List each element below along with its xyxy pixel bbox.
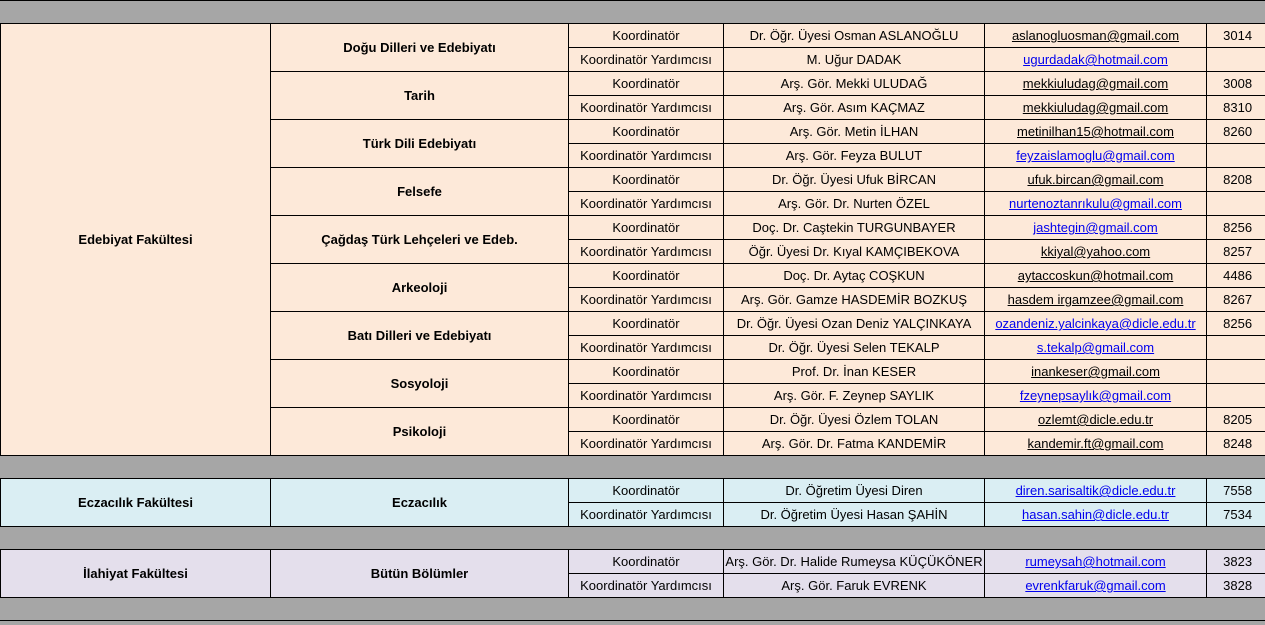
phone-cell: 8267 bbox=[1207, 288, 1265, 312]
person-cell: Dr. Öğr. Üyesi Özlem TOLAN bbox=[724, 408, 985, 432]
role-cell: Koordinatör bbox=[569, 360, 724, 384]
phone-cell: 8256 bbox=[1207, 216, 1265, 240]
role-cell: Koordinatör bbox=[569, 550, 724, 574]
email-cell[interactable] bbox=[985, 144, 1207, 168]
faculty-cell: Eczacılık Fakültesi bbox=[1, 479, 271, 527]
department-cell: Türk Dili Edebiyatı bbox=[271, 120, 569, 168]
email-link[interactable]: ozlemt@dicle.edu.tr bbox=[1037, 412, 1154, 427]
person-cell: Dr. Öğr. Üyesi Selen TEKALP bbox=[724, 336, 985, 360]
email-cell[interactable] bbox=[985, 288, 1207, 312]
person-cell: Arş. Gör. Dr. Nurten ÖZEL bbox=[724, 192, 985, 216]
email-link[interactable]: rumeysah@hotmail.com bbox=[1025, 554, 1166, 569]
phone-cell: 8257 bbox=[1207, 240, 1265, 264]
role-cell: Koordinatör bbox=[569, 216, 724, 240]
phone-cell: 3008 bbox=[1207, 72, 1265, 96]
department-cell: Batı Dilleri ve Edebiyatı bbox=[271, 312, 569, 360]
role-cell: Koordinatör Yardımcısı bbox=[569, 432, 724, 456]
phone-cell bbox=[1207, 48, 1265, 72]
phone-cell: 7534 bbox=[1207, 503, 1265, 527]
email-link[interactable]: mekkiuludag@gmail.com bbox=[1022, 76, 1169, 91]
email-link[interactable]: metinilhan15@hotmail.com bbox=[1017, 124, 1174, 139]
email-link[interactable]: jashtegin@gmail.com bbox=[1033, 220, 1158, 235]
person-cell: Dr. Öğr. Üyesi Ufuk BİRCAN bbox=[724, 168, 985, 192]
person-cell: Arş. Gör. Feyza BULUT bbox=[724, 144, 985, 168]
email-cell[interactable] bbox=[985, 503, 1207, 527]
email-cell[interactable] bbox=[985, 312, 1207, 336]
phone-cell: 7558 bbox=[1207, 479, 1265, 503]
phone-cell: 8260 bbox=[1207, 120, 1265, 144]
phone-cell bbox=[1207, 360, 1265, 384]
role-cell: Koordinatör Yardımcısı bbox=[569, 384, 724, 408]
person-cell: Arş. Gör. Dr. Fatma KANDEMİR bbox=[724, 432, 985, 456]
role-cell: Koordinatör bbox=[569, 479, 724, 503]
person-cell: Doç. Dr. Caştekin TURGUNBAYER bbox=[724, 216, 985, 240]
email-link[interactable]: mekkiuludag@gmail.com bbox=[1022, 100, 1169, 115]
phone-cell: 3828 bbox=[1207, 574, 1265, 598]
role-cell: Koordinatör bbox=[569, 168, 724, 192]
email-link[interactable]: evrenkfaruk@gmail.com bbox=[1025, 578, 1166, 593]
person-cell: Dr. Öğr. Üyesi Ozan Deniz YALÇINKAYA bbox=[724, 312, 985, 336]
role-cell: Koordinatör Yardımcısı bbox=[569, 96, 724, 120]
phone-cell bbox=[1207, 144, 1265, 168]
faculty-cell: İlahiyat Fakültesi bbox=[1, 550, 271, 598]
email-cell[interactable] bbox=[985, 168, 1207, 192]
email-cell[interactable] bbox=[985, 384, 1207, 408]
email-cell[interactable] bbox=[985, 479, 1207, 503]
department-cell: Doğu Dilleri ve Edebiyatı bbox=[271, 24, 569, 72]
department-cell: Tarih bbox=[271, 72, 569, 120]
person-cell: Doç. Dr. Aytaç COŞKUN bbox=[724, 264, 985, 288]
role-cell: Koordinatör Yardımcısı bbox=[569, 336, 724, 360]
phone-cell bbox=[1207, 336, 1265, 360]
email-link[interactable]: s.tekalp@gmail.com bbox=[1036, 340, 1155, 355]
role-cell: Koordinatör Yardımcısı bbox=[569, 48, 724, 72]
table-row bbox=[1, 24, 1265, 48]
email-link[interactable]: hasan.sahin@dicle.edu.tr bbox=[1022, 507, 1169, 522]
email-cell[interactable] bbox=[985, 120, 1207, 144]
email-link[interactable]: nurtenoztanrıkulu@gmail.com bbox=[1009, 196, 1182, 211]
role-cell: Koordinatör Yardımcısı bbox=[569, 288, 724, 312]
role-cell: Koordinatör Yardımcısı bbox=[569, 240, 724, 264]
email-link[interactable]: aytaccoskun@hotmail.com bbox=[1017, 268, 1174, 283]
department-cell: Felsefe bbox=[271, 168, 569, 216]
email-cell[interactable] bbox=[985, 216, 1207, 240]
phone-cell bbox=[1207, 384, 1265, 408]
separator-row bbox=[1, 456, 1265, 479]
role-cell: Koordinatör Yardımcısı bbox=[569, 574, 724, 598]
person-cell: Dr. Öğretim Üyesi Diren bbox=[724, 479, 985, 503]
department-cell: Çağdaş Türk Lehçeleri ve Edeb. bbox=[271, 216, 569, 264]
role-cell: Koordinatör Yardımcısı bbox=[569, 503, 724, 527]
person-cell: Dr. Öğr. Üyesi Osman ASLANOĞLU bbox=[724, 24, 985, 48]
person-cell: Arş. Gör. Gamze HASDEMİR BOZKUŞ bbox=[724, 288, 985, 312]
person-cell: Arş. Gör. Metin İLHAN bbox=[724, 120, 985, 144]
department-cell: Psikoloji bbox=[271, 408, 569, 456]
person-cell: Arş. Gör. Dr. Halide Rumeysa KÜÇÜKÖNER bbox=[724, 550, 985, 574]
separator-row bbox=[1, 1, 1265, 24]
email-cell[interactable] bbox=[985, 48, 1207, 72]
phone-cell: 4486 bbox=[1207, 264, 1265, 288]
separator-row bbox=[1, 527, 1265, 550]
email-link[interactable]: ufuk.bircan@gmail.com bbox=[1027, 172, 1164, 187]
email-cell[interactable] bbox=[985, 72, 1207, 96]
separator-cell bbox=[1, 527, 1265, 550]
email-link[interactable]: feyzaislamoglu@gmail.com bbox=[1016, 148, 1175, 163]
table-row bbox=[1, 479, 1265, 503]
phone-cell: 8310 bbox=[1207, 96, 1265, 120]
person-cell: Öğr. Üyesi Dr. Kıyal KAMÇIBEKOVA bbox=[724, 240, 985, 264]
email-link[interactable]: fzeynepsaylık@gmail.com bbox=[1019, 388, 1172, 403]
phone-cell: 8256 bbox=[1207, 312, 1265, 336]
role-cell: Koordinatör Yardımcısı bbox=[569, 192, 724, 216]
email-cell[interactable] bbox=[985, 96, 1207, 120]
phone-cell: 8208 bbox=[1207, 168, 1265, 192]
department-cell: Sosyoloji bbox=[271, 360, 569, 408]
email-link[interactable]: diren.sarisaltik@dicle.edu.tr bbox=[1015, 483, 1176, 498]
email-cell[interactable] bbox=[985, 408, 1207, 432]
email-link[interactable]: kkiyal@yahoo.com bbox=[1040, 244, 1151, 259]
email-link[interactable]: ugurdadak@hotmail.com bbox=[1023, 52, 1168, 67]
email-link[interactable]: hasdem irgamzee@gmail.com bbox=[1007, 292, 1184, 307]
phone-cell: 3823 bbox=[1207, 550, 1265, 574]
email-cell[interactable] bbox=[985, 192, 1207, 216]
department-cell: Bütün Bölümler bbox=[271, 550, 569, 598]
faculty-cell: Edebiyat Fakültesi bbox=[1, 24, 271, 456]
person-cell: Arş. Gör. Faruk EVRENK bbox=[724, 574, 985, 598]
department-cell: Eczacılık bbox=[271, 479, 569, 527]
separator-cell bbox=[1, 1, 1265, 24]
separator-cell bbox=[1, 456, 1265, 479]
email-cell[interactable] bbox=[985, 264, 1207, 288]
table-row bbox=[1, 550, 1265, 574]
role-cell: Koordinatör bbox=[569, 72, 724, 96]
email-cell[interactable] bbox=[985, 24, 1207, 48]
phone-cell: 3014 bbox=[1207, 24, 1265, 48]
person-cell: M. Uğur DADAK bbox=[724, 48, 985, 72]
role-cell: Koordinatör bbox=[569, 24, 724, 48]
email-cell[interactable] bbox=[985, 550, 1207, 574]
email-cell[interactable] bbox=[985, 336, 1207, 360]
person-cell: Arş. Gör. Asım KAÇMAZ bbox=[724, 96, 985, 120]
separator-cell bbox=[1, 598, 1265, 621]
separator-row bbox=[1, 598, 1265, 621]
email-link[interactable]: kandemir.ft@gmail.com bbox=[1027, 436, 1164, 451]
email-link[interactable]: inankeser@gmail.com bbox=[1031, 364, 1160, 379]
person-cell: Dr. Öğretim Üyesi Hasan ŞAHİN bbox=[724, 503, 985, 527]
person-cell: Arş. Gör. F. Zeynep SAYLIK bbox=[724, 384, 985, 408]
email-cell[interactable] bbox=[985, 432, 1207, 456]
person-cell: Prof. Dr. İnan KESER bbox=[724, 360, 985, 384]
department-cell: Arkeoloji bbox=[271, 264, 569, 312]
phone-cell bbox=[1207, 192, 1265, 216]
phone-cell: 8205 bbox=[1207, 408, 1265, 432]
phone-cell: 8248 bbox=[1207, 432, 1265, 456]
role-cell: Koordinatör bbox=[569, 264, 724, 288]
role-cell: Koordinatör bbox=[569, 312, 724, 336]
role-cell: Koordinatör bbox=[569, 120, 724, 144]
email-link[interactable]: aslanogluosman@gmail.com bbox=[1011, 28, 1180, 43]
email-link[interactable]: ozandeniz.yalcinkaya@dicle.edu.tr bbox=[995, 316, 1196, 331]
email-cell[interactable] bbox=[985, 574, 1207, 598]
role-cell: Koordinatör Yardımcısı bbox=[569, 144, 724, 168]
email-cell[interactable] bbox=[985, 360, 1207, 384]
person-cell: Arş. Gör. Mekki ULUDAĞ bbox=[724, 72, 985, 96]
role-cell: Koordinatör bbox=[569, 408, 724, 432]
email-cell[interactable] bbox=[985, 240, 1207, 264]
